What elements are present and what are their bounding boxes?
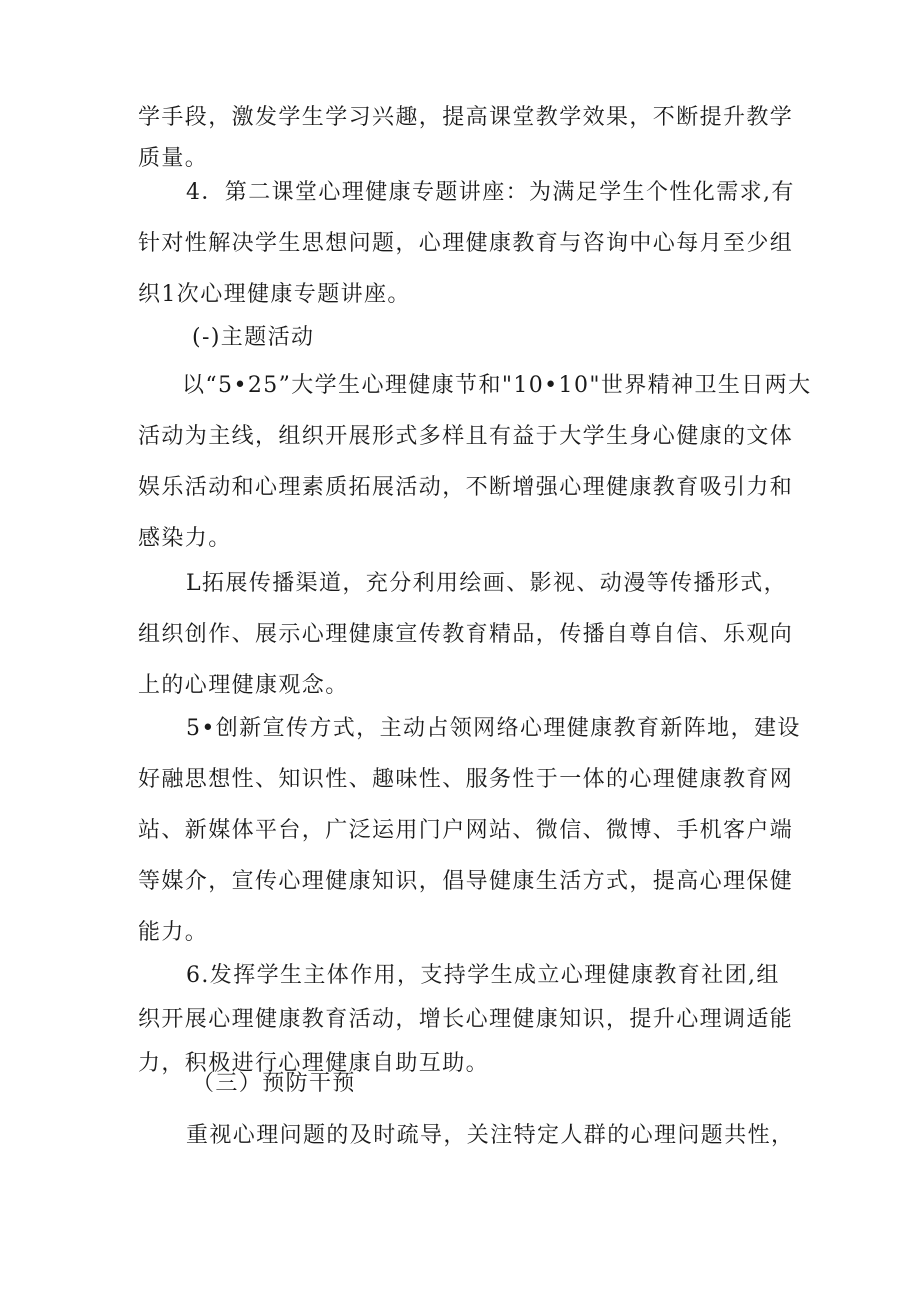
paragraph-line: 质量。 xyxy=(138,146,209,171)
paragraph-line: 重视心理问题的及时疏导，关注特定人群的心理问题共性， xyxy=(186,1123,795,1148)
paragraph-line: L拓展传播渠道，充分利用绘画、影视、动漫等传播形式， xyxy=(186,571,788,596)
paragraph-line: 能力。 xyxy=(138,920,209,945)
section-heading-theme-activities: (-)主题活动 xyxy=(192,325,315,350)
paragraph-line: 好融思想性、知识性、趣味性、服务性于一体的心理健康教育网 xyxy=(138,767,794,792)
paragraph-line: 织开展心理健康教育活动，增长心理健康知识，提升心理调适能 xyxy=(138,1007,794,1032)
paragraph-line: 活动为主线，组织开展形式多样且有益于大学生身心健康的文体 xyxy=(138,424,794,449)
paragraph-line: 织1次心理健康专题讲座。 xyxy=(138,282,411,307)
paragraph-line: 以“5•25”大学生心理健康节和"10•10"世界精神卫生日两大 xyxy=(182,373,812,398)
section-heading-prevention: （三）预防干预 xyxy=(192,1071,356,1096)
paragraph-line: 上的心理健康观念。 xyxy=(138,673,349,698)
paragraph-line: 学手段，激发学生学习兴趣，提高课堂教学效果，不断提升教学 xyxy=(138,105,794,130)
paragraph-line: 4．第二课堂心理健康专题讲座：为满足学生个性化需求,有 xyxy=(186,180,795,205)
paragraph-line: 娱乐活动和心理素质拓展活动，不断增强心理健康教育吸引力和 xyxy=(138,475,794,500)
paragraph-line: 组织创作、展示心理健康宣传教育精品，传播自尊自信、乐观向 xyxy=(138,622,794,647)
paragraph-line: 6.发挥学生主体作用，支持学生成立心理健康教育社团,组 xyxy=(186,963,780,988)
paragraph-line: 等媒介，宣传心理健康知识，倡导健康生活方式，提高心理保健 xyxy=(138,869,794,894)
paragraph-line: 5•创新宣传方式，主动占领网络心理健康教育新阵地，建设 xyxy=(186,716,801,741)
paragraph-line: 站、新媒体平台，广泛运用门户网站、微信、微博、手机客户端 xyxy=(138,818,794,843)
paragraph-line: 感染力。 xyxy=(138,526,232,551)
paragraph-line: 针对性解决学生思想问题，心理健康教育与咨询中心每月至少组 xyxy=(138,231,794,256)
paragraph-line: 力，积极进行心理健康自助互助。 xyxy=(138,1051,490,1076)
